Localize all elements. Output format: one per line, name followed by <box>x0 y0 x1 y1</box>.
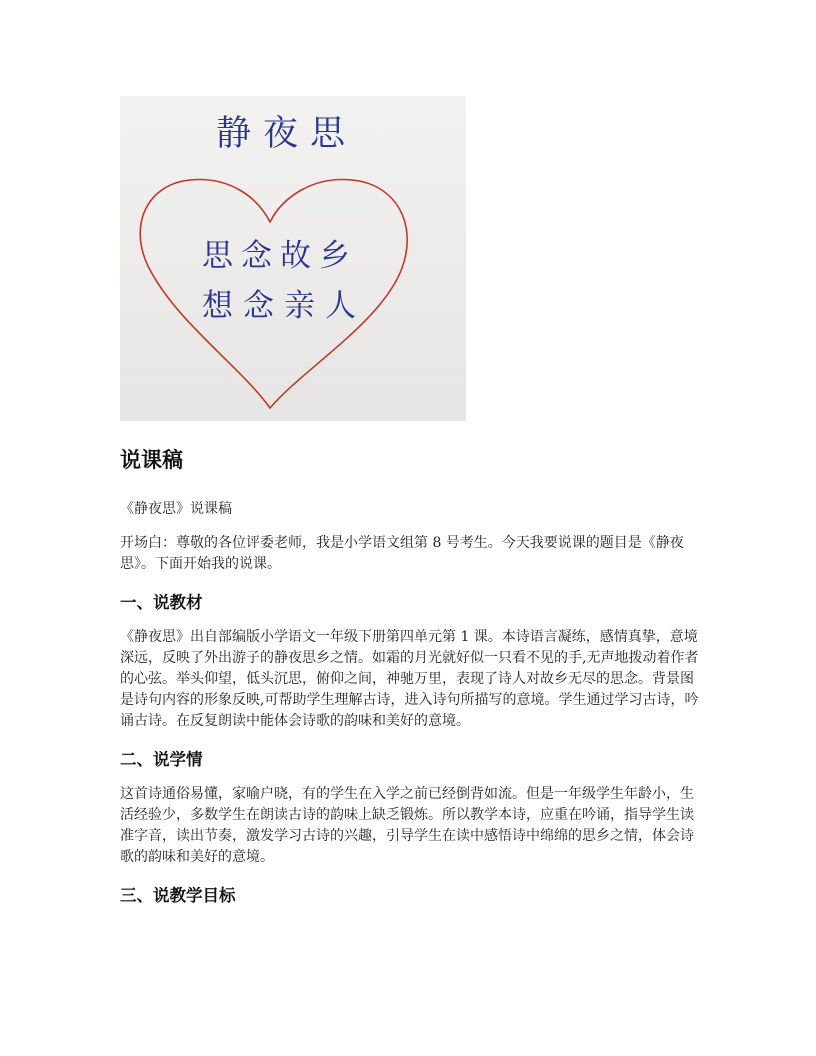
document-title: 说课稿 <box>120 448 183 472</box>
section-heading-goals: 三、说教学目标 <box>120 886 236 905</box>
document-page <box>120 96 700 920</box>
handwritten-title: 静夜思 <box>216 114 358 154</box>
handwritten-line-2: 想念亲人 <box>202 288 366 324</box>
section-heading-students: 二、说学情 <box>120 750 203 769</box>
handwritten-line-1: 思念故乡 <box>202 238 358 274</box>
section-body-students: 这首诗通俗易懂，家喻户晓，有的学生在入学之前已经倒背如流。但是一年级学生年龄小，生活经验少，多数学生在朗读古诗的韵味上缺乏锻炼。所以教学本诗，应重在吟诵，指导学生读准字音，读出节奏，激发学习古诗的兴趣，引导学生在读中感悟诗中绵绵的思乡之情，体会诗歌的韵味和美好的意境。 <box>120 786 694 865</box>
section-heading-textbook: 一、说教材 <box>120 593 203 612</box>
handwriting-photo <box>120 96 466 421</box>
section-body-textbook: 《静夜思》出自部编版小学语文一年级下册第四单元第 1 课。本诗语言凝练，感情真挚，意境深远，反映了外出游子的静夜思乡之情。如霜的月光就好似一只看不见的手,无声地拨动着作者的心弦。举头仰望，低头沉思，俯仰之间，神驰万里，表现了诗人对故乡无尽的思念。背景图是诗句内容的形象反映,可帮助学生理解古诗，进入诗句所描写的意境。学生通过学习古诗，吟诵古诗。在反复朗读中能体会诗歌的韵味和美好的意境。 <box>120 629 699 729</box>
document-subtitle: 《静夜思》说课稿 <box>120 501 232 517</box>
opening-paragraph: 开场白：尊敬的各位评委老师，我是小学语文组第 8 号考生。今天我要说课的题目是《静夜思》。下面开始我的说课。 <box>120 535 684 572</box>
